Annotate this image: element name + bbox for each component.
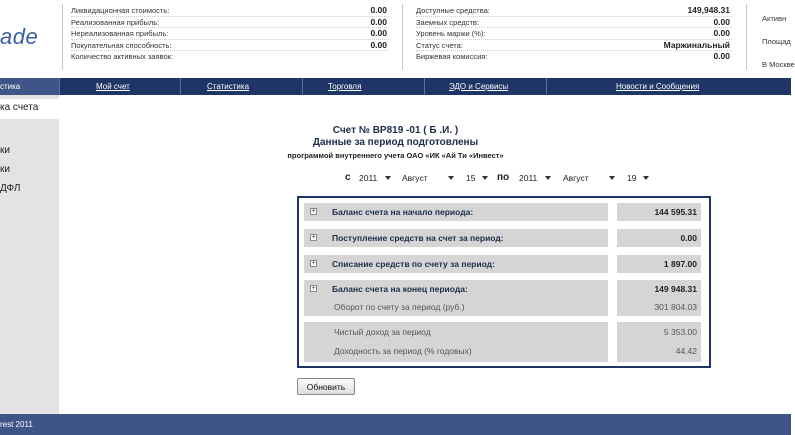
main-nav (59, 78, 791, 95)
stat-row-unrealized (71, 28, 389, 40)
from-day-select[interactable] (462, 171, 492, 185)
header-divider (746, 4, 747, 70)
stat-label: Нереализованная прибыль: (71, 29, 169, 38)
stat-label: Реализованная прибыль: (71, 17, 160, 27)
yield-value: 44.42 (675, 346, 697, 356)
stat-value: 0.00 (370, 16, 387, 27)
data-ready-title: Данные за период подготовлены (312, 137, 479, 148)
stat-label: Ликвидационная стоимость: (71, 6, 170, 15)
right-stats (416, 5, 732, 63)
active-label: Активн (762, 14, 787, 23)
stat-label: Количество активных заявок: (71, 52, 173, 61)
chevron-down-icon (448, 176, 454, 180)
stat-label: Уровень маржи (%): (416, 29, 486, 38)
stat-label: Статус счета: (416, 40, 463, 50)
header-divider (62, 4, 63, 70)
nav-separator (424, 78, 425, 95)
select-value: 2011 (519, 173, 538, 183)
select-value: 19 (627, 173, 637, 183)
row-label: Поступление средств на счет за период: (332, 233, 504, 243)
chevron-down-icon (482, 176, 488, 180)
chevron-down-icon (609, 176, 615, 180)
nav-edo-services[interactable]: ЭДО и Сервисы (449, 82, 509, 91)
to-day-select[interactable] (623, 171, 653, 185)
sidebar-item-ndfl[interactable]: ДФЛ (0, 183, 21, 194)
logo: ade (0, 24, 39, 49)
account-summary-panel (297, 196, 711, 368)
nav-separator (546, 78, 547, 95)
from-month-select[interactable] (398, 171, 458, 185)
stat-value: 0.00 (370, 39, 387, 50)
stat-label: Заемных средств: (416, 17, 479, 27)
sidebar-item-1[interactable]: ки (0, 145, 10, 156)
stat-label: Биржевая комиссия: (416, 52, 488, 61)
stat-row-buying-power (71, 40, 389, 52)
stat-value: 0.00 (370, 5, 387, 15)
stat-row-borrowed (416, 17, 732, 29)
row-value: 1 897.00 (617, 255, 701, 273)
venue-label: Площад (762, 37, 791, 46)
stat-value: 0.00 (370, 28, 387, 38)
header (0, 0, 795, 76)
chevron-down-icon (545, 176, 551, 180)
stat-label: Покупательная способность: (71, 40, 172, 50)
header-divider (402, 4, 403, 70)
stat-row-commission (416, 51, 732, 63)
program-subtitle: программой внутреннего учета ОАО «ИК «Ай Ти «Инвест» (287, 151, 504, 160)
stat-label: Доступные средства: (416, 6, 490, 15)
stat-row-margin-level (416, 28, 732, 40)
row-withdrawals[interactable] (304, 255, 608, 273)
expand-icon[interactable]: + (311, 234, 316, 241)
expand-icon[interactable]: + (311, 260, 316, 267)
row-closing-balance[interactable] (304, 280, 608, 298)
row-value: 144 595.31 (617, 203, 701, 221)
footer (0, 414, 791, 435)
nav-my-account[interactable]: Мой счет (96, 82, 130, 91)
select-value: 15 (466, 173, 476, 183)
turnover-label: Оборот по счету за период (руб.) (334, 302, 465, 312)
from-year-select[interactable] (355, 171, 395, 185)
chevron-down-icon (385, 176, 391, 180)
nav-separator (59, 78, 60, 95)
stat-value: 0.00 (713, 51, 730, 61)
nav-news-messages[interactable]: Новости и Сообщения (616, 82, 700, 91)
from-label: с (345, 172, 351, 183)
copyright-text: rest 2011 (0, 420, 33, 429)
row-opening-balance[interactable] (304, 203, 608, 221)
to-year-select[interactable] (515, 171, 555, 185)
row-value: 149 948.31 (654, 284, 697, 294)
row-value: 0.00 (617, 229, 701, 247)
moscow-time-label: В Москве (762, 60, 795, 69)
stat-value: 0.00 (713, 16, 730, 27)
session-info (762, 14, 795, 83)
stat-row-liquidation (71, 5, 389, 17)
sidebar-item-account-dynamics[interactable]: ка счета (0, 99, 59, 119)
net-income-label: Чистый доход за период (334, 327, 431, 337)
account-title: Счет № BP819 -01 ( Б .И. ) (332, 125, 459, 136)
sidebar-item-statistics[interactable]: стика (0, 78, 59, 95)
stat-row-status (416, 40, 732, 52)
nav-statistics[interactable]: Статистика (207, 82, 250, 91)
turnover-value: 301 804.03 (654, 302, 697, 312)
refresh-button[interactable]: Обновить (297, 378, 355, 395)
to-month-select[interactable] (559, 171, 619, 185)
expand-icon[interactable]: + (311, 208, 316, 215)
to-label: по (497, 172, 510, 183)
nav-separator (302, 78, 303, 95)
select-value: Август (402, 173, 428, 183)
stat-row-realized (71, 17, 389, 29)
yield-label: Доходность за период (% годовых) (334, 346, 472, 356)
nav-trading[interactable]: Торговля (328, 82, 362, 91)
stat-value: 0.00 (713, 28, 730, 38)
stat-row-available (416, 5, 732, 17)
row-label: Баланс счета на конец периода: (332, 284, 468, 294)
row-label: Баланс счета на начало периода: (332, 207, 474, 217)
left-stats (71, 5, 389, 63)
chevron-down-icon (643, 176, 649, 180)
stat-value: 149,948.31 (687, 5, 730, 15)
stat-row-active-orders (71, 51, 389, 63)
select-value: 2011 (359, 173, 378, 183)
nav-separator (180, 78, 181, 95)
expand-icon[interactable]: + (311, 285, 316, 292)
row-deposits[interactable] (304, 229, 608, 247)
net-income-value: 5 353.00 (663, 327, 697, 337)
row-label: Списание средств по счету за период: (332, 259, 495, 269)
select-value: Август (563, 173, 589, 183)
sidebar-item-2[interactable]: ки (0, 164, 10, 175)
stat-value: Маржинальный (663, 39, 730, 50)
